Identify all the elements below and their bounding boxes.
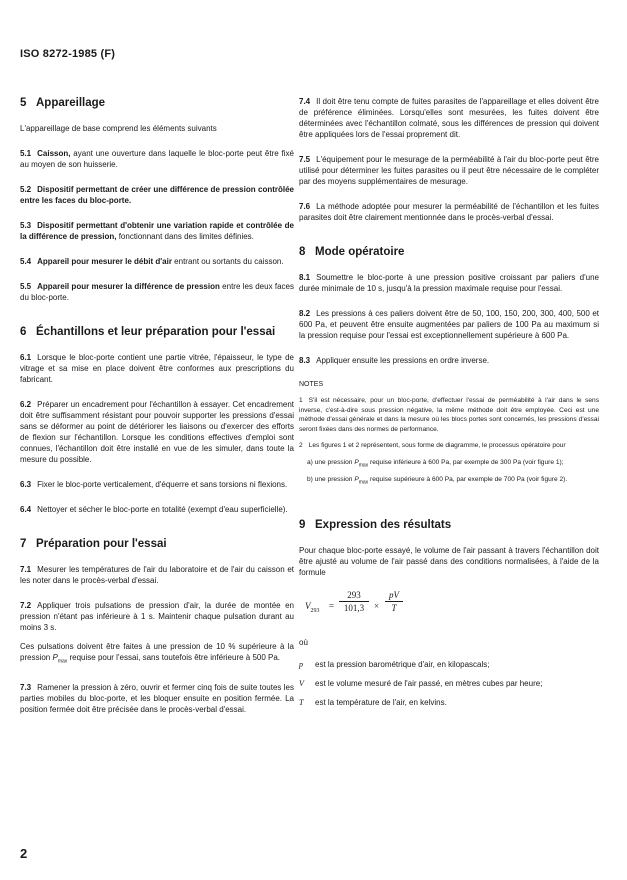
section-title: Appareillage xyxy=(36,97,106,109)
definition-text: est la température de l'air, en kelvins. xyxy=(315,698,447,708)
section-6-heading xyxy=(20,325,294,339)
clause-number: 8.2 xyxy=(299,309,311,318)
where-label: où xyxy=(299,638,308,648)
clause-number: 7.4 xyxy=(299,97,311,106)
clause-number: 5.5 xyxy=(20,282,32,291)
section-number: 9 xyxy=(299,519,306,532)
definition-v xyxy=(299,678,599,689)
clause-text: Nettoyer et sécher le bloc-porte en totalité (exempt d'eau superficielle). xyxy=(37,505,288,514)
formula-lhs xyxy=(305,601,320,614)
right-column xyxy=(299,96,599,716)
item-text: requise supérieure à 600 Pa, par exemple de 700 Pa (voir figure 2). xyxy=(368,476,568,484)
clause-number: 7.5 xyxy=(299,155,311,164)
section-number: 7 xyxy=(20,538,27,550)
clause-number: 7.3 xyxy=(20,682,32,692)
formula-lhs-symbol: V xyxy=(305,601,311,612)
formula-fraction-2 xyxy=(385,590,403,613)
pmax-letter: P xyxy=(354,476,359,484)
clause-lead: Caisson, xyxy=(37,149,71,158)
note-2-item-a xyxy=(299,458,599,471)
pmax-letter: P xyxy=(354,458,359,466)
clause-number: 6.4 xyxy=(20,505,32,514)
volume-formula xyxy=(299,584,599,628)
item-label: b) xyxy=(307,476,313,484)
clause-8-3 xyxy=(299,355,599,366)
clause-lead: Appareil pour mesurer le débit d'air xyxy=(37,257,172,266)
clause-7-3 xyxy=(20,682,294,715)
item-text: une pression xyxy=(314,476,355,484)
clause-text: Lorsque le bloc-porte contient une partie vitrée, l'épaisseur, le type de vitrage et sa mise en place doivent être conformes aux prescriptions du fabricant. xyxy=(20,353,294,384)
clause-text: L'équipement pour le mesurage de la perméabilité à l'air du bloc-porte peut être utilisé pour déterminer les fuites parasites ou il peut être nécessaire de le compléter par des moyens supplémentaires de mesurage. xyxy=(299,155,599,186)
clause-7-2-pulsations xyxy=(20,641,294,668)
clause-6-3 xyxy=(20,479,294,490)
definition-symbol: p xyxy=(299,660,303,670)
clause-number: 7.1 xyxy=(20,565,32,574)
clause-number: 5.3 xyxy=(20,221,32,230)
clause-number: 7.2 xyxy=(20,601,32,610)
clause-number: 6.1 xyxy=(20,353,32,362)
section-9-heading xyxy=(299,518,599,532)
clause-lead: Dispositif permettant d'obtenir une variation rapide et contrôlée de la différence de pression, xyxy=(20,221,294,241)
clause-lead: Appareil pour mesurer la différence de pression xyxy=(37,282,220,291)
definition-t xyxy=(299,697,599,708)
note-2-item-b xyxy=(299,475,599,488)
clause-7-1 xyxy=(20,564,294,586)
section-title: Échantillons et leur préparation pour l'essai xyxy=(36,326,276,338)
clause-7-4 xyxy=(299,96,599,140)
item-text: requise inférieure à 600 Pa, par exemple de 300 Pa (voir figure 1); xyxy=(368,458,564,466)
clause-text: entrant ou sortants du caisson. xyxy=(171,257,284,266)
definition-p xyxy=(299,659,599,670)
clause-6-1 xyxy=(20,352,294,385)
clause-6-4 xyxy=(20,504,294,515)
section-title: Mode opératoire xyxy=(315,246,405,258)
definition-text: est le volume mesuré de l'air passé, en mètres cubes par heure; xyxy=(315,679,543,689)
formula-equals: = xyxy=(329,601,335,612)
definition-symbol: T xyxy=(299,698,304,708)
clause-number: 5.4 xyxy=(20,257,32,266)
clause-number: 5.1 xyxy=(20,149,32,158)
clause-text: Mesurer les températures de l'air du laboratoire et de l'air du caisson et les noter dans le procès-verbal d'essai. xyxy=(20,565,294,585)
clause-7-2 xyxy=(20,600,294,633)
note-number: 2 xyxy=(299,442,303,449)
note-1 xyxy=(299,396,599,434)
section-5-heading xyxy=(20,96,294,110)
section-number: 8 xyxy=(299,246,306,258)
clause-8-1 xyxy=(299,272,599,294)
section-9-intro: Pour chaque bloc-porte essayé, le volume de l'air passant à travers l'échantillon doit être ajusté au volume de l'air passé dans des conditions normalisées, à l'aide de la formule xyxy=(299,546,599,578)
clause-lead: Dispositif permettant de créer une différence de pression contrôlée entre les faces du bloc-porte. xyxy=(20,185,294,205)
definition-symbol: V xyxy=(299,679,304,689)
section-8-heading xyxy=(299,245,599,259)
note-text: S'il est nécessaire, pour un bloc-porte, d'effectuer l'essai de perméabilité à l'air dans le sens inverse, c'est-à-dire sous pression négative, la même méthode doit être employée. Ceci est une méthode d'essai générale et dans la mesure où les blocs portes sont concernés, les pressions d'essai seront fixées dans des normes de performance. xyxy=(299,397,599,433)
clause-6-2 xyxy=(20,399,294,465)
clause-7-6 xyxy=(299,201,599,223)
clause-text: Préparer un encadrement pour l'échantillon à essayer. Cet encadrement doit être suffisamment résistant pour pouvoir supporter les pressions d'essai sans se déformer au point de détériorer les liaisons ou d'exercer des efforts de flexion sur l'échantillon. Lorsque les conditions effectives d'emploi sont connues, l'échantillon doit être installé en vue de les simuler, dans toute la mesure du possible. xyxy=(20,400,294,464)
denominator: T xyxy=(391,603,397,614)
clause-text: fonctionnant dans des limites définies. xyxy=(116,232,254,241)
clause-text: Soumettre le bloc-porte à une pression positive croissant par paliers d'une durée minimale de 10 s, jusqu'à la pression maximale requise pour l'essai. xyxy=(299,273,599,293)
clause-5-4 xyxy=(20,256,294,267)
clause-5-3 xyxy=(20,220,294,242)
notes-title: NOTES xyxy=(299,381,324,388)
note-number: 1 xyxy=(299,397,303,404)
item-label: a) xyxy=(307,458,313,466)
clause-text: La méthode adoptée pour mesurer la perméabilité de l'échantillon et les fuites parasites doit être clairement mentionnée dans le procès-verbal d'essai. xyxy=(299,202,599,222)
section-number: 6 xyxy=(20,326,27,338)
clause-7-5 xyxy=(299,154,599,187)
pmax-subscript: max xyxy=(57,658,68,665)
clause-text: Ramener la pression à zéro, ouvrir et fermer cinq fois de suite toutes les parties mobiles du bloc-porte, et les bloquer ensuite en position fermée. La position fermée doit être précisée dans le procès-verbal d'essai. xyxy=(20,682,294,714)
clause-number: 6.2 xyxy=(20,400,32,409)
formula-lhs-subscript: 293 xyxy=(310,607,320,614)
page-number: 2 xyxy=(20,846,28,861)
pmax-symbol xyxy=(52,653,68,665)
para-text: Ces pulsations doivent être faites à une pression de 10 % supérieure à la pression xyxy=(20,642,294,662)
clause-text: Fixer le bloc-porte verticalement, d'équerre et sans torsions ni flexions. xyxy=(37,480,288,489)
denominator: 101,3 xyxy=(343,603,365,614)
numerator: 293 xyxy=(339,590,369,602)
pmax-letter: P xyxy=(52,653,58,662)
section-title: Expression des résultats xyxy=(315,519,452,532)
pmax-subscript: max xyxy=(358,479,369,486)
clause-number: 6.3 xyxy=(20,480,32,489)
section-7-heading xyxy=(20,537,294,551)
document-header: ISO 8272-1985 (F) xyxy=(20,48,116,60)
clause-text: Appliquer trois pulsations de pression d'air, la durée de montée en pression n'étant pas inférieure à 1 s. Maintenir chaque pulsation durant au moins 3 s. xyxy=(20,601,294,632)
clause-number: 8.1 xyxy=(299,273,311,282)
left-column xyxy=(20,96,294,729)
numerator: pV xyxy=(385,590,403,602)
clause-text: entre les deux faces du bloc-porte. xyxy=(20,282,295,302)
note-text: Les figures 1 et 2 représentent, sous forme de diagramme, le processus opératoire pour xyxy=(308,442,566,449)
clause-text: Appliquer ensuite les pressions en ordre inverse. xyxy=(316,356,490,365)
section-5-intro: L'appareillage de base comprend les éléments suivants xyxy=(20,124,217,133)
section-title: Préparation pour l'essai xyxy=(36,538,167,550)
formula-fraction-1 xyxy=(339,590,369,613)
formula-times: × xyxy=(374,601,380,612)
clause-number: 5.2 xyxy=(20,185,32,194)
clause-5-5 xyxy=(20,281,294,303)
section-number: 5 xyxy=(20,97,27,109)
clause-text: Les pressions à ces paliers doivent être de 50, 100, 150, 200, 300, 400, 500 et 600 Pa, et peuvent être ensuite augmentées par paliers de 100 Pa au maximum si la pression requise pour l'essai est exceptionnellement supérieure à 600 Pa. xyxy=(299,309,599,340)
clause-8-2 xyxy=(299,308,599,341)
clause-number: 8.3 xyxy=(299,356,311,365)
clause-5-2 xyxy=(20,184,294,206)
clause-number: 7.6 xyxy=(299,202,311,211)
para-text: requise pour l'essai, sans toutefois être inférieure à 500 Pa. xyxy=(67,653,281,662)
note-2 xyxy=(299,441,599,451)
definition-text: est la pression barométrique d'air, en kilopascals; xyxy=(315,660,490,670)
clause-5-1 xyxy=(20,148,294,170)
pmax-subscript: max xyxy=(358,461,369,468)
clause-text: Il doit être tenu compte de fuites parasites de l'appareillage et elles doivent être de préférence éliminées. Lorsqu'elles sont mesurées, les fuites doivent être déterminées avec l'échantillon colmaté, sous les différences de pression qui doivent être appliquées lors de l'essai proprement dit. xyxy=(299,97,599,139)
item-text: une pression xyxy=(314,458,355,466)
clause-text: ayant une ouverture dans laquelle le bloc-porte peut être fixé au moyen de son huisserie. xyxy=(20,149,294,169)
